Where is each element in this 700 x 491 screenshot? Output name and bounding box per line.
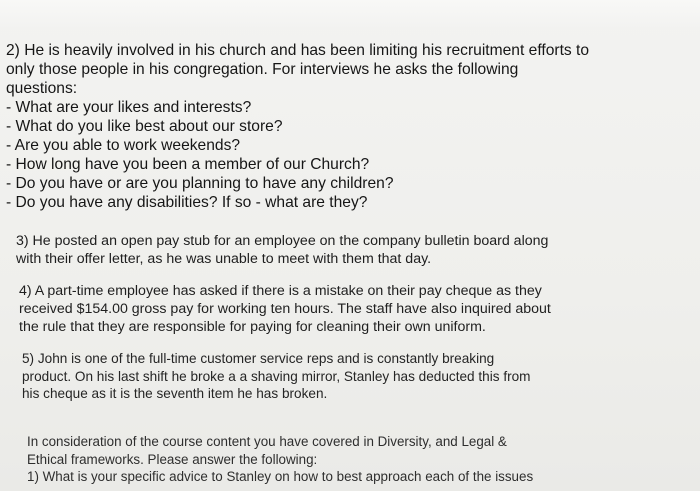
- instructions-paragraph: [27, 433, 533, 486]
- question-5-line: product. On his last shift he broke a a shaving mirror, Stanley has deducted this from: [22, 368, 531, 384]
- question-2-line: 2) He is heavily involved in his church and has been limiting his recruitment efforts to: [6, 42, 590, 59]
- question-2-paragraph: [6, 41, 589, 212]
- interview-question-item: - Do you have any disabilities? If so - what are they?: [6, 194, 368, 211]
- question-5-line: his cheque as it is the seventh item he has broken.: [22, 386, 328, 401]
- interview-question-item: - Do you have or are you planning to have any children?: [6, 175, 394, 192]
- question-3-paragraph: [16, 232, 548, 268]
- interview-question-item: - What do you like best about our store?: [6, 118, 283, 135]
- question-5-paragraph: [22, 350, 531, 403]
- question-4-line: the rule that they are responsible for paying for cleaning their own uniform.: [19, 319, 486, 335]
- instructions-line: Ethical frameworks. Please answer the following:: [27, 451, 318, 467]
- question-4-line: 4) A part-time employee has asked if there is a mistake on their pay cheque as they: [19, 283, 542, 299]
- instructions-line: 1) What is your specific advice to Stanley on how to best approach each of the issues: [27, 469, 534, 484]
- question-5-line: 5) John is one of the full-time customer service reps and is constantly breaking: [22, 351, 495, 366]
- question-3-line: with their offer letter, as he was unable to meet with them that day.: [16, 251, 432, 267]
- interview-question-item: - Are you able to work weekends?: [6, 137, 241, 154]
- interview-question-item: - How long have you been a member of our Church?: [6, 156, 370, 173]
- question-2-line: only those people in his congregation. For interviews he asks the following: [6, 61, 519, 78]
- question-4-paragraph: [19, 282, 551, 336]
- question-4-line: received $154.00 gross pay for working ten hours. The staff have also inquired about: [19, 301, 551, 317]
- question-3-line: 3) He posted an open pay stub for an employee on the company bulletin board along: [16, 233, 549, 249]
- interview-question-item: - What are your likes and interests?: [6, 99, 252, 116]
- question-2-line: questions:: [6, 80, 78, 97]
- instructions-line: In consideration of the course content you have covered in Diversity, and Legal &: [27, 434, 507, 449]
